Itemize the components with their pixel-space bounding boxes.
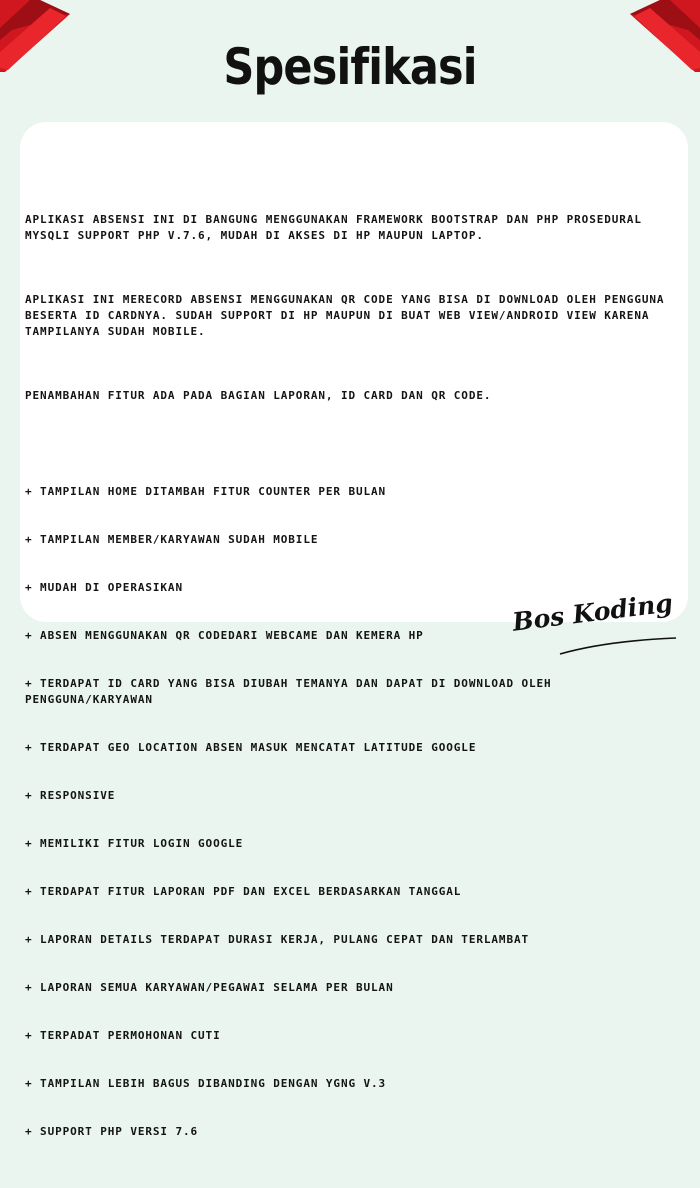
feature-item: + SUPPORT PHP VERSI 7.6	[25, 1125, 199, 1138]
signature-logo: Bos Koding	[510, 588, 675, 637]
feature-item: + RESPONSIVE	[25, 789, 116, 802]
spec-paragraph: APLIKASI INI MERECORD ABSENSI MENGGUNAKAN QR CODE YANG BISA DI DOWNLOAD OLEH PENGGUNA BESERTA ID CARDNYA. SUDAH SUPPORT DI HP MAUPUN DI BUAT WEB VIEW/ANDROID VIEW KARENA TAMPILANYA SUDAH MOBILE.	[25, 293, 665, 338]
feature-item: + MEMILIKI FITUR LOGIN GOOGLE	[25, 837, 244, 850]
spec-paragraph: PENAMBAHAN FITUR ADA PADA BAGIAN LAPORAN, ID CARD DAN QR CODE.	[25, 389, 492, 402]
feature-item: + TERDAPAT FITUR LAPORAN PDF DAN EXCEL BERDASARKAN TANGGAL	[25, 885, 462, 898]
feature-item: + TAMPILAN LEBIH BAGUS DIBANDING DENGAN YGNG V.3	[25, 1077, 387, 1090]
spec-paragraph: APLIKASI ABSENSI INI DI BANGUNG MENGGUNAKAN FRAMEWORK BOOTSTRAP DAN PHP PROSEDURAL MYSQLI SUPPORT PHP V.7.6, MUDAH DI AKSES DI HP MAUPUN LAPTOP.	[25, 213, 642, 242]
spec-content	[25, 180, 665, 1188]
feature-item: + MUDAH DI OPERASIKAN	[25, 581, 183, 594]
feature-item: + LAPORAN SEMUA KARYAWAN/PEGAWAI SELAMA PER BULAN	[25, 981, 394, 994]
feature-item: + TERDAPAT ID CARD YANG BISA DIUBAH TEMANYA DAN DAPAT DI DOWNLOAD OLEH PENGGUNA/KARYAWAN	[25, 677, 552, 706]
page-title: Spesifikasi	[223, 38, 477, 96]
feature-item: + TAMPILAN MEMBER/KARYAWAN SUDAH MOBILE	[25, 533, 319, 546]
feature-item: + TERDAPAT GEO LOCATION ABSEN MASUK MENCATAT LATITUDE GOOGLE	[25, 741, 477, 754]
feature-item: + ABSEN MENGGUNAKAN QR CODEDARI WEBCAME DAN KEMERA HP	[25, 629, 424, 642]
feature-item: + TERPADAT PERMOHONAN CUTI	[25, 1029, 221, 1042]
signature-underline	[558, 634, 678, 658]
feature-list	[25, 452, 665, 1172]
feature-item: + LAPORAN DETAILS TERDAPAT DURASI KERJA, PULANG CEPAT DAN TERLAMBAT	[25, 933, 530, 946]
feature-item: + TAMPILAN HOME DITAMBAH FITUR COUNTER PER BULAN	[25, 485, 387, 498]
